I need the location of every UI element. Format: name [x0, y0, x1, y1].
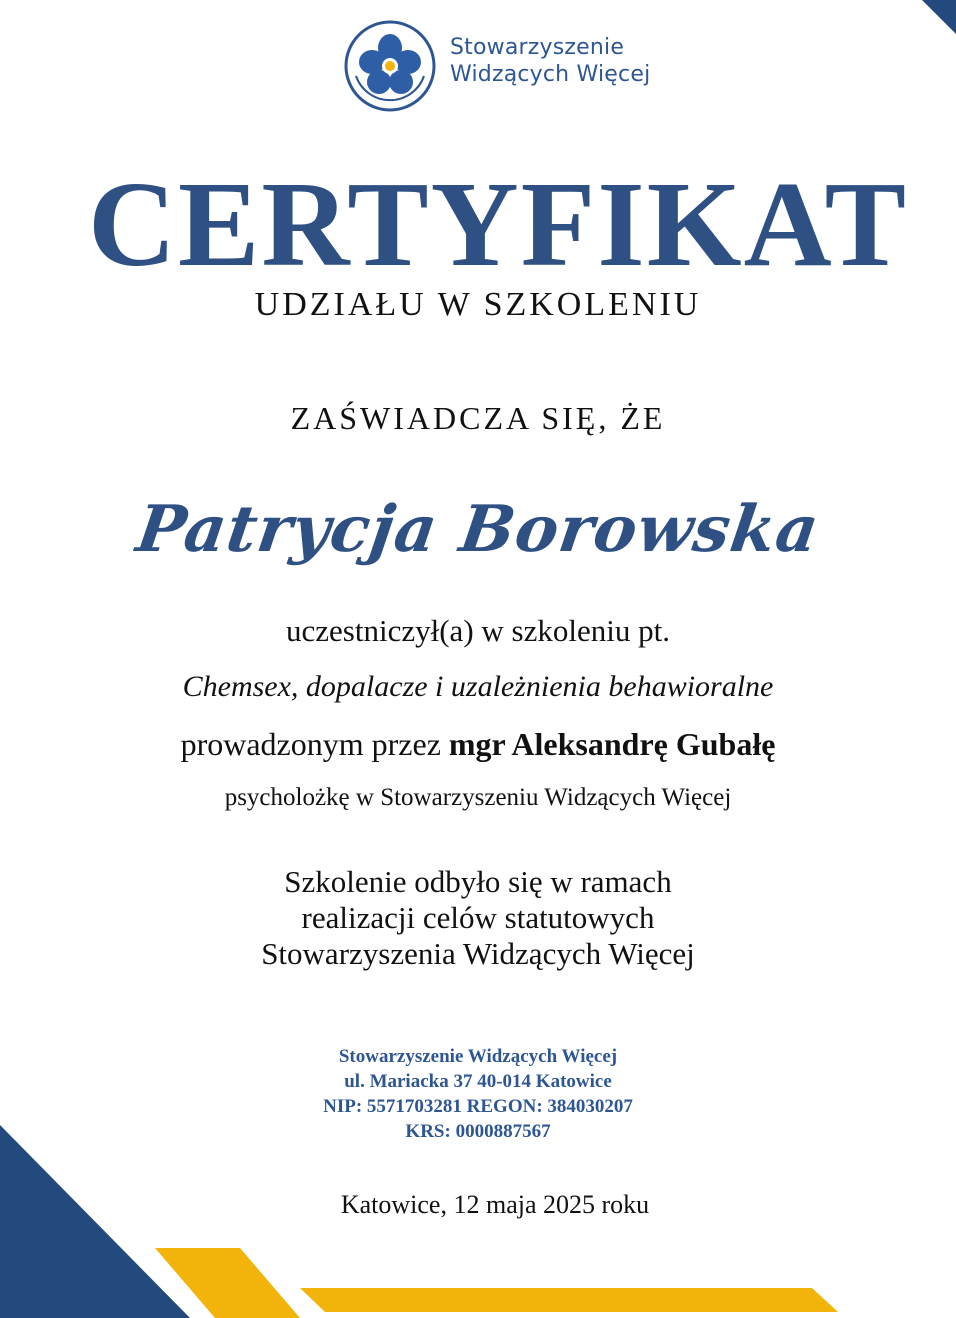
led-by-prefix: prowadzonym przez [180, 726, 449, 762]
corner-triangle-bottom-left [0, 1125, 190, 1318]
trainer-line [0, 726, 956, 763]
statement-line: realizacji celów statutowych [301, 900, 655, 935]
corner-triangle-top-right [922, 0, 956, 34]
participation-text: uczestniczył(a) w szkoleniu pt. [286, 613, 670, 648]
organization-logo [342, 18, 650, 114]
logo-wordmark [450, 34, 650, 88]
stripe-yellow-left [155, 1248, 300, 1318]
organization-details [0, 1044, 956, 1144]
organization-name: Stowarzyszenie Widzących Więcej [338, 1046, 618, 1067]
statement-paragraph [0, 864, 956, 972]
attestation-heading: ZAŚWIADCZA SIĘ, ŻE [290, 400, 666, 436]
place-and-date: Katowice, 12 maja 2025 roku [340, 1190, 650, 1219]
trainer-name: mgr Aleksandrę Gubałę [448, 726, 776, 762]
statement-line: Szkolenie odbyło się w ramach [284, 864, 672, 899]
participant-name: Patrycja Borowska [132, 492, 825, 567]
organization-address: ul. Mariacka 37 40-014 Katowice [344, 1071, 612, 1092]
organization-tax-ids: NIP: 5571703281 REGON: 384030207 [323, 1096, 633, 1117]
statement-line: Stowarzyszenia Widzących Więcej [261, 936, 695, 971]
certificate-subtitle: UDZIAŁU W SZKOLENIU [254, 286, 702, 323]
organization-krs: KRS: 0000887567 [405, 1121, 551, 1142]
trainer-role: psycholożkę w Stowarzyszeniu Widzących Więcej [224, 784, 732, 811]
training-title: Chemsex, dopalacze i uzależnienia behawioralne [182, 670, 774, 703]
logo-line-1: Stowarzyszenie [450, 35, 625, 60]
certificate-title: CERTYFIKAT [87, 157, 909, 292]
stripe-yellow-bottom [300, 1288, 838, 1312]
forget-me-not-flower-icon [342, 18, 438, 114]
logo-line-2: Widzących Więcej [450, 62, 651, 87]
